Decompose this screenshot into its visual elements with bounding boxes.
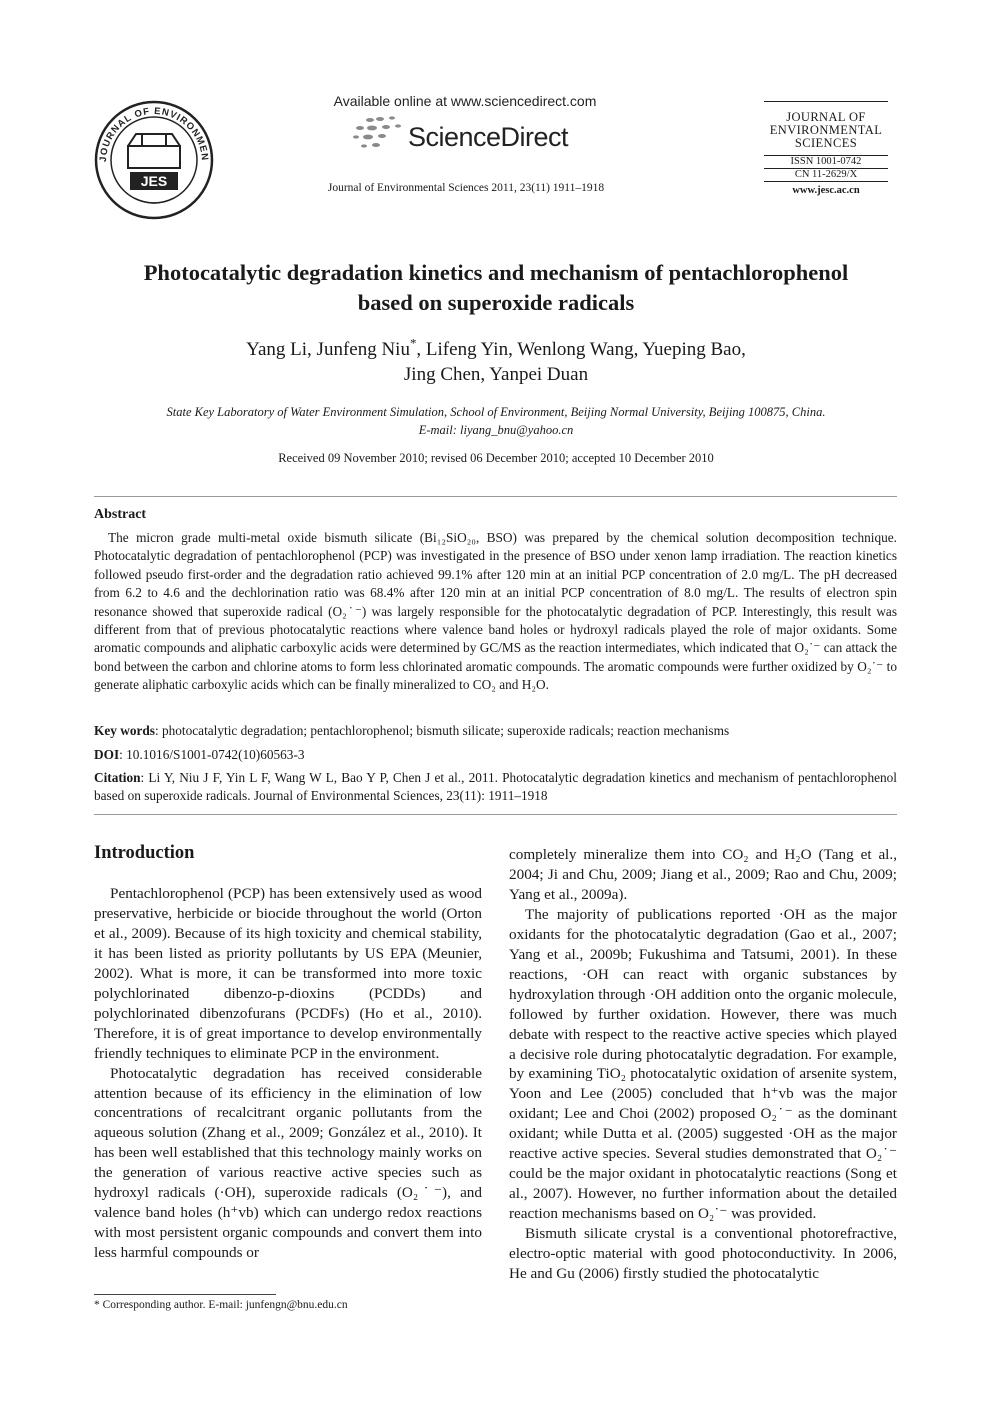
journal-url: www.jesc.ac.cn [792, 185, 860, 196]
journal-logo [92, 98, 222, 222]
available-online-text: Available online at www.sciencedirect.com [333, 93, 597, 109]
keywords: Key words: photocatalytic degradation; pentachlorophenol; bismuth silicate; superoxide radicals; reaction mechanisms [94, 723, 730, 738]
paragraph: Photocatalytic degradation has received considerable attention because of its efficiency in the elimination of low concentrations of recalcitrant organic pollutants from the aqueous solution (Zhang et al., 2009; González et al., 2010). It has been well established that this technology mainly works on the generation of various reactive active species such as hydroxyl radicals (·OH), superoxide radicals (O₂˙⁻), and valence band holes (h⁺vb) which can undergo redox reactions with most persistent organic compounds and convert them into less harmful compounds or [94, 1064, 482, 1262]
divider [94, 496, 897, 497]
paragraph: The majority of publications reported ·OH as the major oxidants for the photocatalytic degradation (Gao et al., 2007; Yang et al., 2009b; Fukushima and Tatsumi, 2001). In these reactions, ·OH can react with organic substances by hydroxylation through ·OH addition onto the organic molecule, followed by further oxidation. However, there was much debate with respect to the reactive active species which played a decisive role during photocatalytic degradation. For example, by examining TiO₂ photocatalytic oxidation of arsenite system, Yoon and Lee (2005) concluded that h⁺vb was the major oxidant; Lee and Choi (2002) proposed O₂˙⁻ as the dominant oxidant; while Dutta et al. (2005) suggested ·OH as the major reactive active species. Several studies demonstrated that O₂˙⁻ could be the major oxidant in photocatalytic reactions (Song et al., 2007). However, no further information about the detailed reaction mechanisms based on O₂˙⁻ was provided. [509, 905, 897, 1223]
logo-ring-text: JOURNAL OF ENVIRONMEN [97, 105, 211, 163]
received-dates: Received 09 November 2010; revised 06 December 2010; accepted 10 December 2010 [278, 451, 714, 465]
section-heading-introduction: Introduction [94, 843, 195, 863]
issn: ISSN 1001-0742 [790, 156, 862, 167]
svg-text:JOURNAL OF ENVIRONMENTAL SCIEN [92, 98, 210, 162]
footnote-divider [94, 1294, 276, 1295]
affiliation: State Key Laboratory of Water Environment Simulation, School of Environment, Beijing Normal University, Beijing 100875, China. E-mail: liyang_bnu@yahoo.cn [95, 403, 897, 439]
paragraph: completely mineralize them into CO₂ and H₂O (Tang et al., 2004; Ji and Chu, 2009; Jiang et al., 2009; Rao and Chu, 2009; Yang et al., 2009a). [509, 846, 897, 903]
author-email: E-mail: liyang_bnu@yahoo.cn [418, 423, 574, 437]
paragraph: Pentachlorophenol (PCP) has been extensively used as wood preservative, herbicide or biocide throughout the world (Orton et al., 2009). Because of its high toxicity and chemical stability, it has been listed as priority pollutants by US EPA (Meunier, 2002). What is more, it can be transformed into more toxic polychlorinated dibenzo-p-dioxins (PCDDs) and polychlorinated dibenzofurans (PCDFs) (Ho et al., 2010). Therefore, it is of great importance to develop environmentally friendly techniques to eliminate PCP in the environment. [94, 885, 482, 1062]
paragraph: Bismuth silicate crystal is a conventional photorefractive, electro-optic material with good photoconductivity. In 2006, He and Gu (2006) firstly studied the photocatalytic [509, 1225, 897, 1283]
author-list: Yang Li, Junfeng Niu*, Lifeng Yin, Wenlong Wang, Yueping Bao, Jing Chen, Yanpei Duan [246, 335, 746, 385]
journal-reference: Journal of Environmental Sciences 2011, 23(11) 1911–1918 [327, 182, 605, 194]
sciencedirect-dots-icon [350, 114, 410, 154]
citation: Citation: Li Y, Niu J F, Yin L F, Wang W L, Bao Y P, Chen J et al., 2011. Photocatalytic degradation kinetics and mechanism of pentachlorophenol based on superoxide radicals. Journal of Environmental Sciences, 23(11): 1911–1918 [94, 770, 897, 804]
abstract-text: The micron grade multi-metal oxide bismuth silicate (Bi₁₂SiO₂₀, BSO) was prepared by the chemical solution decomposition technique. Photocatalytic degradation of pentachlorophenol (PCP) was investigated in the presence of BSO under xenon lamp irradiation. The reaction kinetics followed pseudo first-order and the degradation ratio achieved 99.1% after 120 min at an initial PCP concentration of 2.0 mg/L. The pH decreased from 6.2 to 4.6 and the dechlorination ratio was 68.4% after 120 min at an initial PCP concentration of 8.0 mg/L. The results of electron spin resonance showed that superoxide radical (O₂˙⁻) was largely responsible for the photocatalytic degradation of PCP. Interestingly, this result was different from that of previous photocatalytic reactions where valence band holes or hydroxyl radicals played the role of major oxidants. Some aromatic compounds and aliphatic carboxylic acids were determined by GC/MS as the reaction intermediates, which indicated that O₂˙⁻ can attack the bond between the carbon and chlorine atoms to form less chlorinated aromatic compounds. The aromatic compounds were further oxidized by O₂˙⁻ to generate aliphatic carboxylic acids which can be finally mineralized to CO₂ and H₂O. [94, 530, 897, 693]
journal-name: JOURNAL OF ENVIRONMENTAL SCIENCES [769, 110, 883, 150]
cn-number: CN 11-2629/X [794, 169, 858, 180]
footnote: * Corresponding author. E-mail: junfengn@bnu.edu.cn [94, 1299, 348, 1311]
abstract-heading: Abstract [94, 507, 147, 522]
left-column [94, 884, 482, 1263]
right-column [509, 845, 897, 1284]
doi: DOI: 10.1016/S1001-0742(10)60563-3 [94, 747, 305, 762]
paper-title: Photocatalytic degradation kinetics and mechanism of pentachlorophenol based on superoxide radicals [143, 260, 849, 315]
logo-abbrev: JES [140, 173, 168, 189]
divider [94, 814, 897, 815]
publisher-name: ScienceDirect [408, 122, 569, 152]
journal-masthead [762, 101, 890, 197]
corresponding-mark: * [409, 335, 417, 351]
